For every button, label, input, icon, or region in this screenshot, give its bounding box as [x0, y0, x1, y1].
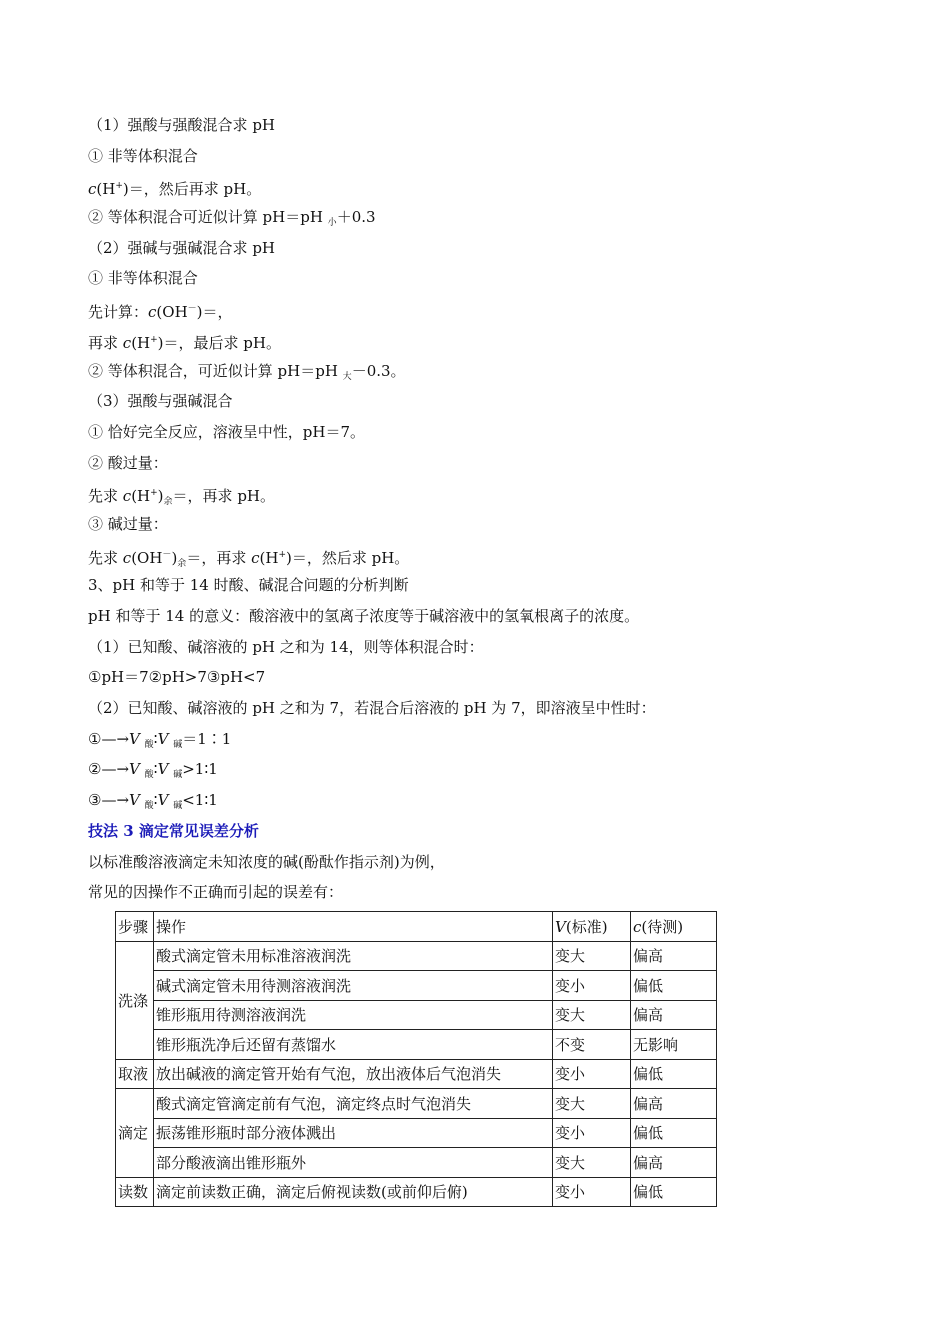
- table-row: [116, 1059, 717, 1089]
- text-line: [88, 202, 728, 233]
- subscript: 酸: [144, 801, 154, 812]
- table-row: [116, 1089, 717, 1119]
- text-seg: (OH: [156, 303, 188, 322]
- table-header-row: [116, 912, 717, 942]
- text-seg: (H: [131, 487, 151, 506]
- text-seg: 先求: [88, 548, 123, 567]
- superscript: +: [115, 181, 123, 192]
- text-seg: )＝，最后求 pH。: [157, 333, 281, 352]
- step-cell: 读数: [116, 1177, 154, 1207]
- text-seg: 再求: [88, 333, 123, 352]
- text-seg: (H: [96, 180, 116, 199]
- subscript: 碱: [173, 801, 183, 812]
- text-seg: －0.3。: [351, 361, 406, 380]
- header-operation: 操作: [154, 912, 553, 942]
- text-line: 以标准酸溶液滴定未知浓度的碱(酚酞作指示剂)为例，: [88, 852, 445, 871]
- v-cell: 变大: [553, 1148, 631, 1178]
- section-heading: 技法 3 滴定常见误差分析: [88, 821, 259, 840]
- text-line: [88, 478, 728, 509]
- text-seg: ＝1∶1: [182, 729, 232, 748]
- text-line: [88, 325, 728, 356]
- text-seg: ②—→: [88, 760, 130, 779]
- c-cell: 偏高: [631, 1000, 717, 1030]
- text-seg: 先求: [88, 487, 123, 506]
- c-cell: 无影响: [631, 1030, 717, 1060]
- operation-cell: 锥形瓶用待测溶液润洗: [154, 1000, 553, 1030]
- italic-c: c: [148, 303, 157, 322]
- v-cell: 变小: [553, 971, 631, 1001]
- italic-c: c: [122, 333, 132, 352]
- superscript: +: [150, 334, 158, 345]
- document-body: [88, 110, 728, 908]
- operation-cell: 振荡锥形瓶时部分液体溅出: [154, 1118, 553, 1148]
- text-seg: <1∶1: [182, 791, 218, 810]
- text-seg: ③—→: [88, 791, 130, 810]
- step-cell: 洗涤: [116, 941, 154, 1059]
- text-line: 3、pH 和等于 14 时酸、碱混合问题的分析判断: [88, 576, 409, 595]
- subscript: 小: [327, 218, 337, 229]
- table-row: [116, 1148, 717, 1178]
- c-cell: 偏高: [631, 1089, 717, 1119]
- step-cell: 取液: [116, 1059, 154, 1089]
- text-line: （1）强酸与强酸混合求 pH: [88, 116, 275, 134]
- text-seg: ∶: [153, 729, 158, 748]
- v-cell: 变大: [553, 1000, 631, 1030]
- text-seg: )＝，: [196, 303, 233, 322]
- italic-v: V: [555, 917, 566, 936]
- operation-cell: 放出碱液的滴定管开始有气泡，放出液体后气泡消失: [154, 1059, 553, 1089]
- text-seg: (OH: [131, 548, 163, 567]
- v-cell: 变大: [553, 1089, 631, 1119]
- subscript: 大: [342, 371, 352, 382]
- text-seg: >1∶1: [182, 760, 218, 779]
- italic-v: V: [129, 729, 140, 748]
- text-seg: ＝，再求 pH。: [172, 487, 275, 506]
- italic-c: c: [88, 180, 97, 199]
- header-text: (待测): [641, 917, 684, 936]
- italic-c: c: [633, 917, 642, 936]
- text-line: ② 酸过量：: [88, 453, 168, 472]
- step-cell: 滴定: [116, 1089, 154, 1178]
- text-line: 常见的因操作不正确而引起的误差有：: [88, 883, 344, 902]
- text-line: （1）已知酸、碱溶液的 pH 之和为 14，则等体积混合时：: [88, 637, 484, 656]
- c-cell: 偏高: [631, 941, 717, 971]
- c-cell: 偏高: [631, 1148, 717, 1178]
- text-line: （2）强碱与强碱混合求 pH: [88, 238, 275, 257]
- text-seg: (H: [131, 333, 151, 352]
- text-seg: (H: [259, 548, 279, 567]
- text-seg: ＋0.3: [336, 208, 376, 227]
- text-line: [88, 754, 728, 785]
- v-cell: 不变: [553, 1030, 631, 1060]
- c-cell: 偏低: [631, 1118, 717, 1148]
- header-c-unknown: [631, 912, 717, 942]
- text-line: [88, 171, 728, 202]
- italic-v: V: [157, 760, 169, 779]
- italic-v: V: [157, 729, 169, 748]
- header-v-standard: [553, 912, 631, 942]
- header-step: 步骤: [116, 912, 154, 942]
- text-seg: ＝，再求: [186, 548, 252, 567]
- text-line: （2）已知酸、碱溶液的 pH 之和为 7，若混合后溶液的 pH 为 7，即溶液呈中性时：: [88, 699, 656, 718]
- text-seg: ② 等体积混合可近似计算 pH＝pH: [88, 208, 328, 227]
- header-text: (标准): [565, 917, 608, 936]
- italic-v: V: [129, 760, 140, 779]
- table-row: [116, 1118, 717, 1148]
- text-seg: ): [157, 487, 164, 506]
- operation-cell: 部分酸液滴出锥形瓶外: [154, 1148, 553, 1178]
- text-seg: ∶: [153, 760, 158, 779]
- c-cell: 偏低: [631, 971, 717, 1001]
- text-line: ① 非等体积混合: [88, 269, 198, 288]
- operation-cell: 碱式滴定管未用待测溶液润洗: [154, 971, 553, 1001]
- subscript: 碱: [173, 739, 183, 750]
- c-cell: 偏低: [631, 1059, 717, 1089]
- c-cell: 偏低: [631, 1177, 717, 1207]
- italic-c: c: [251, 548, 260, 567]
- text-line: （3）强酸与强碱混合: [88, 392, 233, 411]
- italic-v: V: [129, 791, 140, 810]
- text-seg: )＝，然后再求 pH。: [122, 180, 262, 199]
- text-line: pH 和等于 14 的意义：酸溶液中的氢离子浓度等于碱溶液中的氢氧根离子的浓度。: [88, 607, 640, 625]
- superscript: －: [162, 549, 172, 560]
- subscript: 余: [177, 558, 187, 569]
- operation-cell: 酸式滴定管滴定前有气泡，滴定终点时气泡消失: [154, 1089, 553, 1119]
- text-line: [88, 294, 728, 325]
- text-line: [88, 724, 728, 755]
- error-analysis-table: [115, 911, 717, 1207]
- italic-c: c: [122, 548, 132, 567]
- italic-c: c: [122, 487, 132, 506]
- table-row: [116, 971, 717, 1001]
- italic-v: V: [157, 791, 169, 810]
- v-cell: 变大: [553, 941, 631, 971]
- text-seg: ①—→: [88, 729, 130, 748]
- text-line: ① 非等体积混合: [88, 146, 198, 165]
- subscript: 酸: [144, 770, 154, 781]
- v-cell: 变小: [553, 1118, 631, 1148]
- operation-cell: 酸式滴定管未用标准溶液润洗: [154, 941, 553, 971]
- operation-cell: 锥形瓶洗净后还留有蒸馏水: [154, 1030, 553, 1060]
- subscript: 酸: [144, 739, 154, 750]
- v-cell: 变小: [553, 1177, 631, 1207]
- table-row: [116, 1000, 717, 1030]
- superscript: －: [187, 304, 197, 315]
- operation-cell: 滴定前读数正确，滴定后俯视读数(或前仰后俯): [154, 1177, 553, 1207]
- superscript: +: [150, 488, 158, 499]
- text-line: ① 恰好完全反应，溶液呈中性，pH＝7。: [88, 422, 365, 441]
- text-line: [88, 785, 728, 816]
- text-seg: ): [171, 548, 178, 567]
- text-seg: 先计算：: [88, 303, 149, 322]
- text-line: [88, 356, 728, 387]
- table-row: [116, 941, 717, 971]
- text-line: [88, 540, 728, 571]
- text-seg: )＝，然后求 pH。: [285, 548, 410, 567]
- table-row: [116, 1030, 717, 1060]
- subscript: 碱: [173, 770, 183, 781]
- subscript: 余: [163, 497, 173, 508]
- table-row: [116, 1177, 717, 1207]
- text-seg: ∶: [153, 791, 158, 810]
- text-line: ③ 碱过量：: [88, 514, 168, 533]
- superscript: +: [278, 549, 286, 560]
- v-cell: 变小: [553, 1059, 631, 1089]
- text-line: ①pH＝7②pH>7③pH<7: [88, 668, 266, 687]
- text-seg: ② 等体积混合，可近似计算 pH＝pH: [88, 361, 343, 380]
